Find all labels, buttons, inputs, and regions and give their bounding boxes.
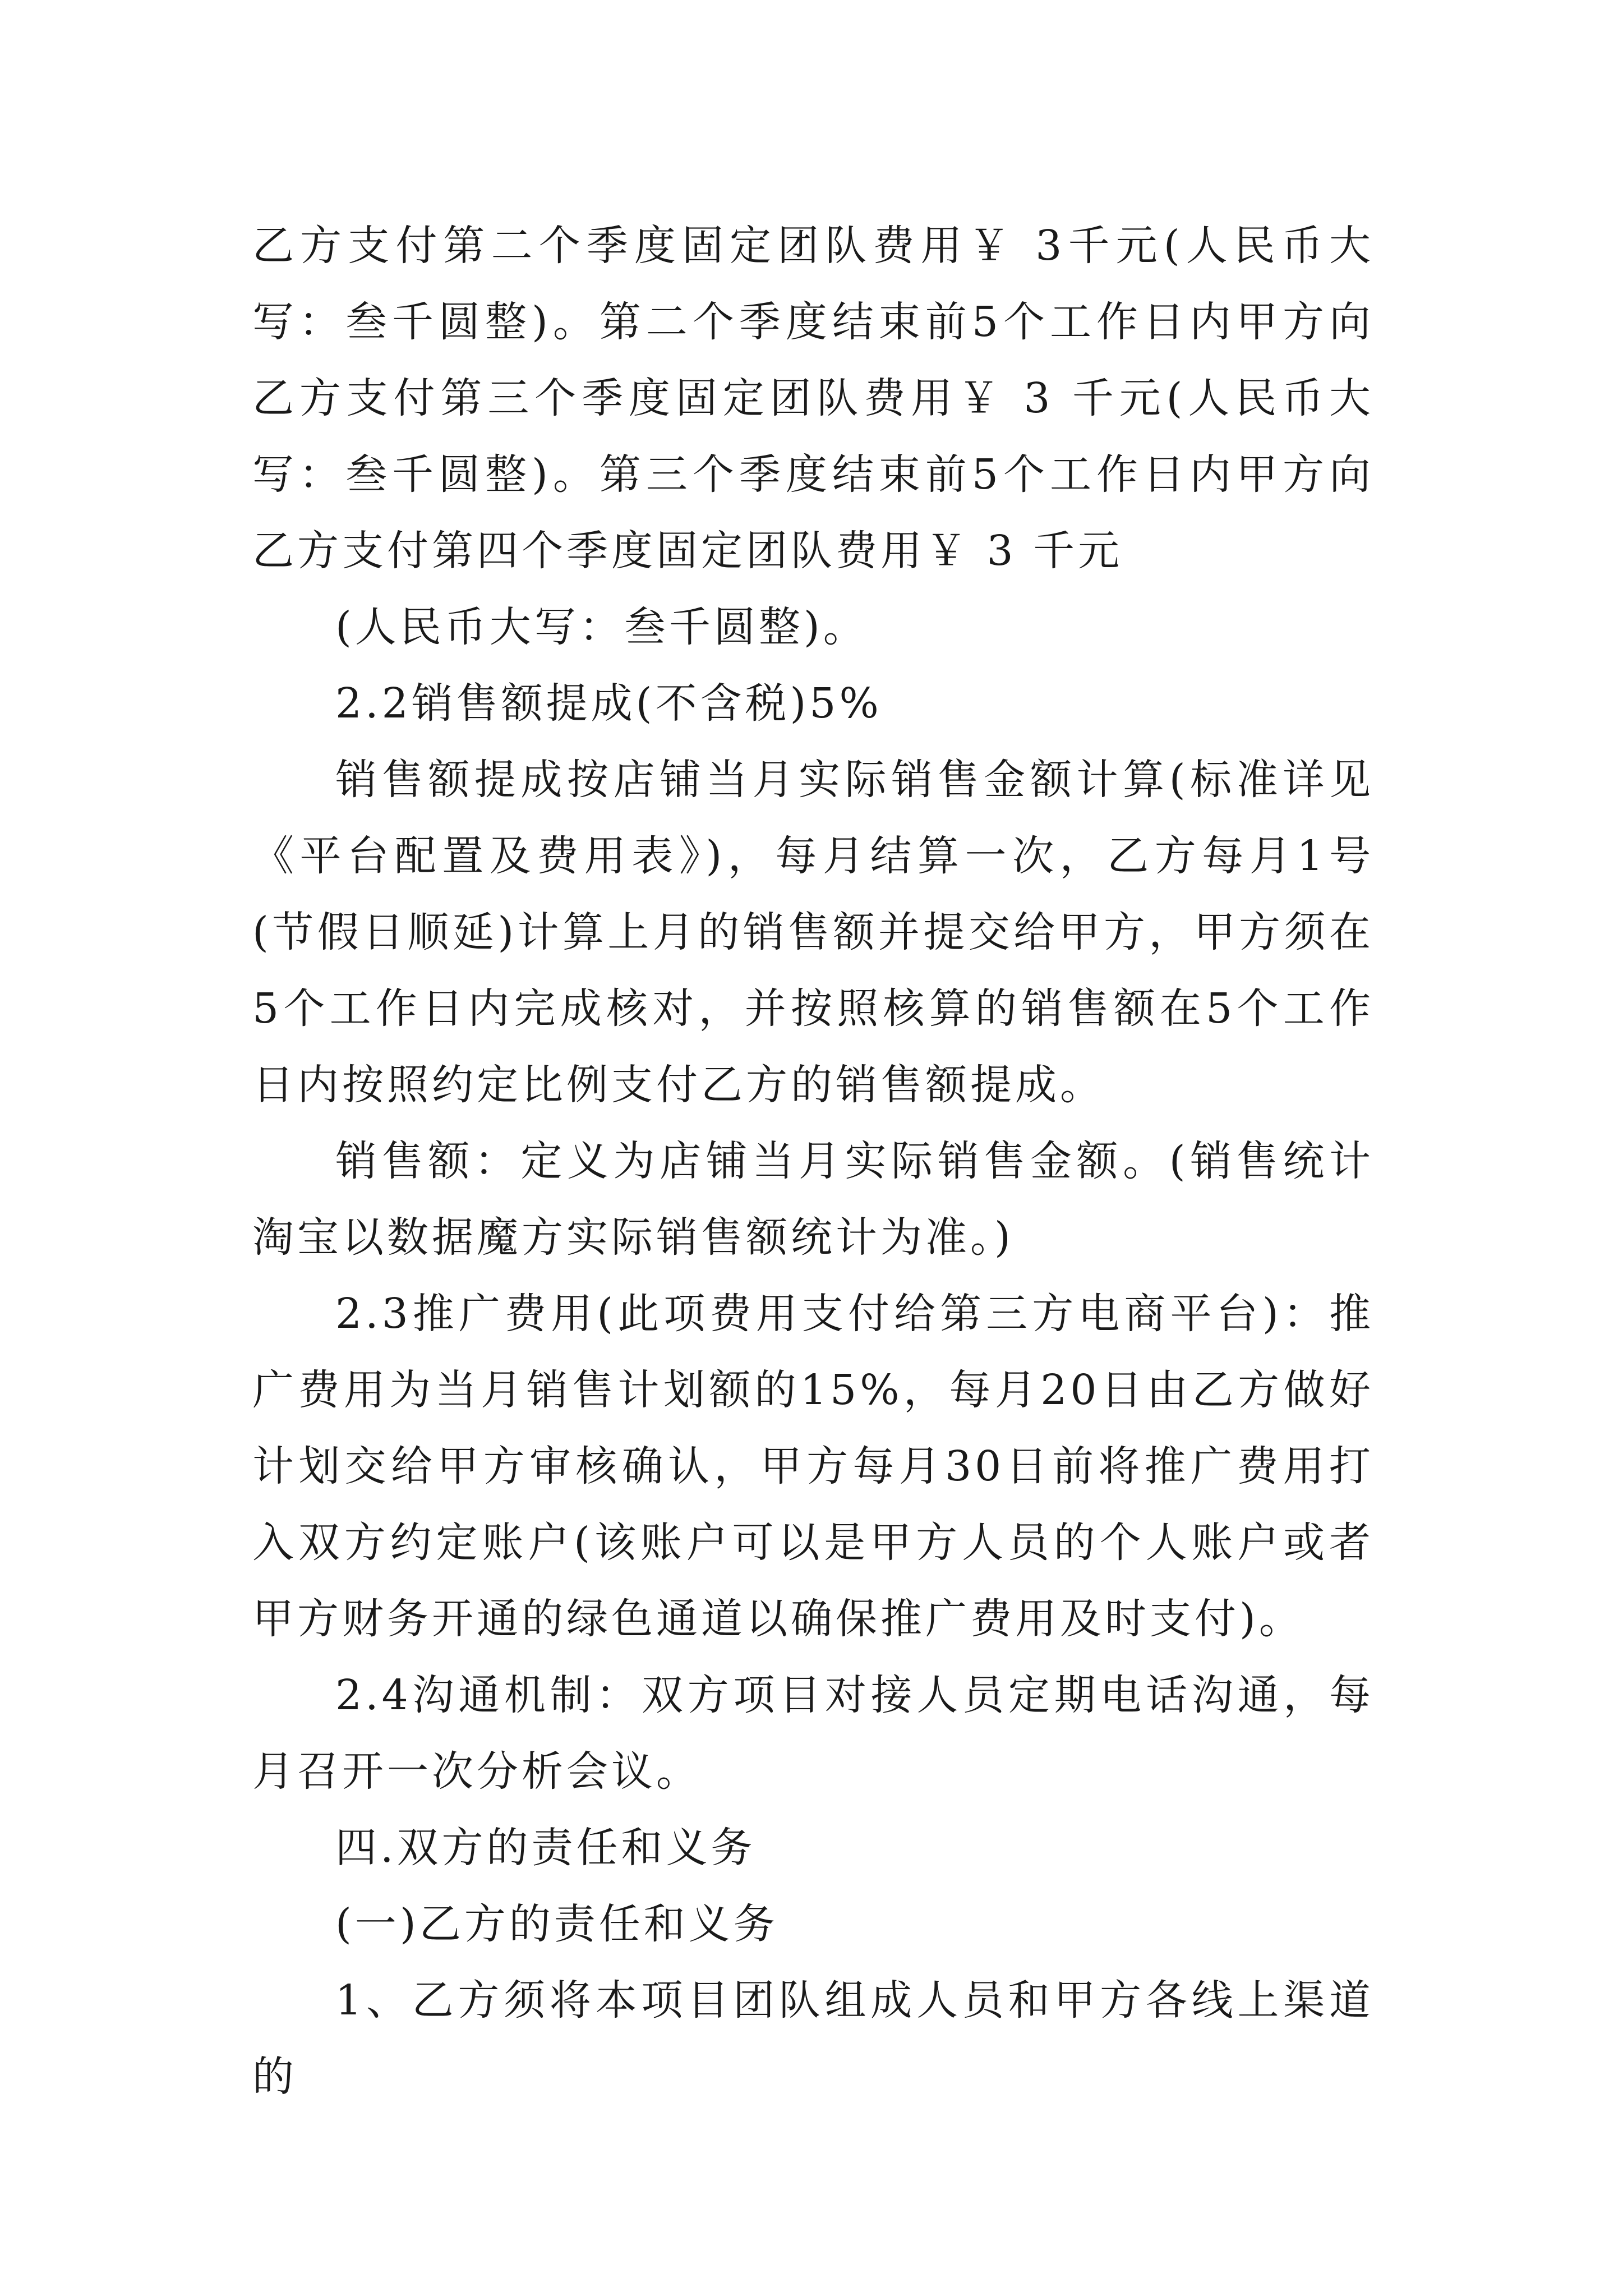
paragraph-rmb-amount: (人民币大写：叁千圆整)。: [335, 603, 868, 651]
paragraph-promotion-fees: 2.3推广费用(此项费用支付给第三方电商平台)：推广费用为当月销售计划额的15%，每月20日由乙方做好计划交给甲方审核确认，甲方每月30日前将推广费用打入双方约定账户(该账户可以是甲方人员的个人账户或者甲方财务开通的绿色通道以确保推广费用及时支付)。: [252, 1290, 1374, 1643]
paragraph-sales-commission-heading: 2.2销售额提成(不含税)5%: [335, 679, 882, 728]
subsection-heading-party-b: (一)乙方的责任和义务: [335, 1900, 778, 1948]
paragraph-quarterly-fees: 乙方支付第二个季度固定团队费用￥ 3千元(人民币大写：叁千圆整)。第二个季度结束前5个工作日内甲方向乙方支付第三个季度固定团队费用￥ 3 千元(人民币大写：叁千圆整)。第三个季度结束前5个工作日内甲方向乙方支付第四个季度固定团队费用￥ 3 千元: [252, 222, 1374, 575]
document-body: [252, 208, 1374, 2115]
section-heading-responsibilities: 四.双方的责任和义务: [335, 1824, 756, 1872]
paragraph-communication: 2.4沟通机制：双方项目对接人员定期电话沟通，每月召开一次分析会议。: [252, 1671, 1374, 1796]
paragraph-sales-commission-details: 销售额提成按店铺当月实际销售金额计算(标准详见《平台配置及费用表》)，每月结算一次，乙方每月1号(节假日顺延)计算上月的销售额并提交给甲方，甲方须在5个工作日内完成核对，并按照核算的销售额在5个工作日内按照约定比例支付乙方的销售额提成。: [252, 756, 1374, 1109]
paragraph-item-1: 1、乙方须将本项目团队组成人员和甲方各线上渠道的: [252, 1976, 1374, 2101]
paragraph-sales-definition: 销售额：定义为店铺当月实际销售金额。(销售统计淘宝以数据魔方实际销售额统计为准。): [252, 1137, 1374, 1262]
